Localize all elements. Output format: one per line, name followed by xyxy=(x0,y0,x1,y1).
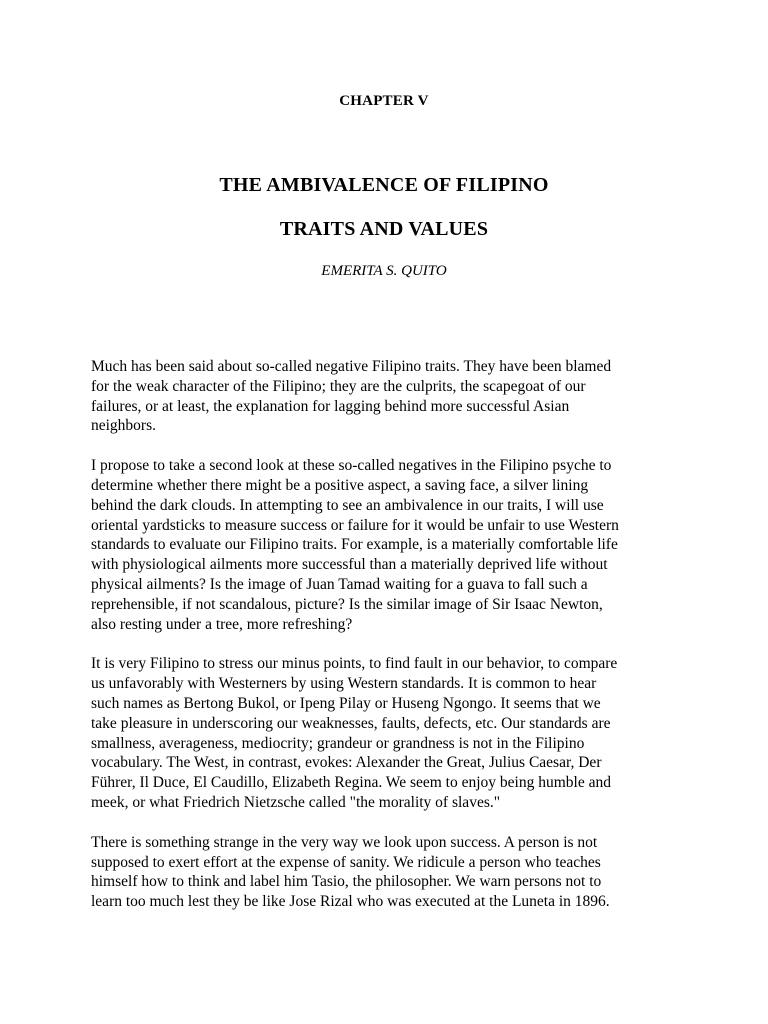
text-line: Much has been said about so-called negative Filipino traits. They have been blamed xyxy=(91,358,612,375)
text-line: us unfavorably with Westerners by using Western standards. It is common to hear xyxy=(91,675,597,693)
text-line: for the weak character of the Filipino; they are the culprits, the scapegoat of our xyxy=(91,377,586,395)
text-line: meek, or what Friedrich Nietzsche called "the morality of slaves." xyxy=(91,793,501,811)
title-line-2: TRAITS AND VALUES xyxy=(279,218,489,240)
text-line: supposed to exert effort at the expense of sanity. We ridicule a person who teaches xyxy=(91,853,601,871)
text-line: There is something strange in the very way we look upon success. A person is not xyxy=(91,833,598,851)
paragraph-1 xyxy=(91,357,691,436)
text-line: I propose to take a second look at these so-called negatives in the Filipino psyche to xyxy=(91,457,612,475)
text-line: determine whether there might be a positive aspect, a saving face, a silver lining xyxy=(91,476,589,494)
text-line: behind the dark clouds. In attempting to see an ambivalence in our traits, I will use xyxy=(91,496,604,514)
text-line: Führer, Il Duce, El Caudillo, Elizabeth Regina. We seem to enjoy being humble and xyxy=(91,774,611,792)
text-line: neighbors. xyxy=(91,417,157,435)
text-line: take pleasure in underscoring our weaknesses, faults, defects, etc. Our standards are xyxy=(91,714,611,732)
author-name: EMERITA S. QUITO xyxy=(321,263,447,279)
text-line: with physiological ailments more successful than a materially deprived life without xyxy=(91,556,608,574)
text-line: standards to evaluate our Filipino traits. For example, is a materially comfortable life xyxy=(91,536,618,554)
text-line: physical ailments? Is the image of Juan Tamad waiting for a guava to fall such a xyxy=(91,575,588,593)
paragraph-3 xyxy=(91,654,691,812)
text-line: himself how to think and label him Tasio, the philosopher. We warn persons not to xyxy=(91,873,602,891)
text-line: smallness, averageness, mediocrity; grandeur or grandness is not in the Filipino xyxy=(91,734,585,752)
text-line: learn too much lest they be like Jose Rizal who was executed at the Luneta in 1896. xyxy=(91,893,610,911)
text-line: oriental yardsticks to measure success or failure for it would be unfair to use Western xyxy=(91,516,619,534)
text-line: It is very Filipino to stress our minus points, to find fault in our behavior, to compare xyxy=(91,655,618,673)
body-text xyxy=(91,357,691,932)
title-line-1: THE AMBIVALENCE OF FILIPINO xyxy=(219,174,549,196)
text-line: reprehensible, if not scandalous, picture? Is the similar image of Sir Isaac Newton, xyxy=(91,595,603,613)
text-line: failures, or at least, the explanation for lagging behind more successful Asian xyxy=(91,397,570,415)
paragraph-2 xyxy=(91,456,691,634)
text-line: vocabulary. The West, in contrast, evokes: Alexander the Great, Julius Caesar, Der xyxy=(91,754,602,772)
chapter-heading: CHAPTER V xyxy=(339,93,429,109)
paragraph-4 xyxy=(91,833,691,912)
text-line: such names as Bertong Bukol, or Ipeng Pilay or Huseng Ngongo. It seems that we xyxy=(91,694,601,712)
text-line: also resting under a tree, more refreshing? xyxy=(91,615,353,633)
